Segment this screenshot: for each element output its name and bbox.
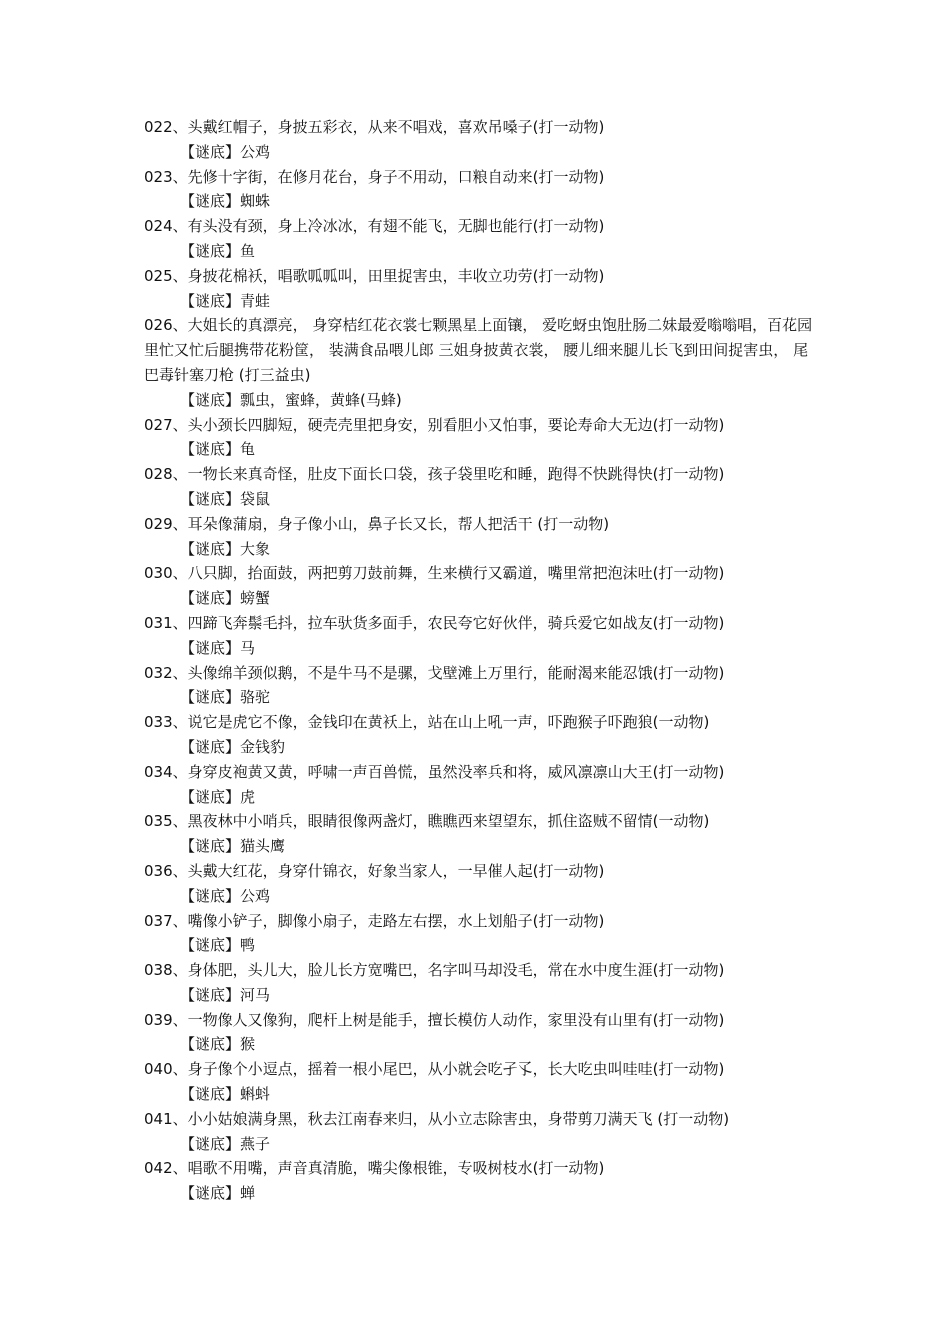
- riddle-item: [144, 1156, 814, 1206]
- riddle-answer: 【谜底】公鸡: [180, 886, 271, 905]
- riddle-answer: 【谜底】大象: [180, 539, 271, 558]
- riddle-answer: 【谜底】蝌蚪: [180, 1085, 271, 1104]
- riddle-answer: 【谜底】猫头鹰: [180, 837, 286, 856]
- riddle-item: [144, 313, 814, 412]
- riddle-item: [144, 214, 814, 264]
- riddle-question: 033、说它是虎它不像，金钱印在黄袄上，站在山上吼一声，吓跑猴子吓跑狼(一动物): [144, 713, 710, 732]
- riddle-item: [144, 661, 814, 711]
- riddle-item: [144, 909, 814, 959]
- riddle-answer: 【谜底】龟: [180, 440, 256, 459]
- riddle-answer: 【谜底】鱼: [180, 241, 256, 260]
- riddle-question: 032、头像绵羊颈似鹅，不是牛马不是骡，戈壁滩上万里行，能耐渴来能忍饿(打一动物): [144, 663, 725, 682]
- riddle-question: 042、唱歌不用嘴，声音真清脆，嘴尖像根锥，专吸树枝水(打一动物): [144, 1159, 605, 1178]
- riddle-item: [144, 1107, 814, 1157]
- riddle-question: 040、身子像个小逗点，摇着一根小尾巴，从小就会吃孑孓，长大吃虫叫哇哇(打一动物): [144, 1060, 725, 1079]
- riddle-question: 030、八只脚，抬面鼓，两把剪刀鼓前舞，生来横行又霸道，嘴里常把泡沫吐(打一动物): [144, 564, 725, 583]
- riddle-question: 025、身披花棉袄，唱歌呱呱叫，田里捉害虫，丰收立功劳(打一动物): [144, 266, 605, 285]
- riddle-item: [144, 958, 814, 1008]
- riddle-answer: 【谜底】河马: [180, 985, 271, 1004]
- riddle-item: [144, 413, 814, 463]
- riddle-question: 028、一物长来真奇怪，肚皮下面长口袋，孩子袋里吃和睡，跑得不快跳得快(打一动物): [144, 465, 725, 484]
- riddle-question: 037、嘴像小铲子，脚像小扇子，走路左右摆，水上划船子(打一动物): [144, 911, 605, 930]
- riddle-question: 031、四蹄飞奔鬃毛抖，拉车驮货多面手，农民夸它好伙伴，骑兵爱它如战友(打一动物): [144, 613, 725, 632]
- riddle-answer: 【谜底】骆驼: [180, 688, 271, 707]
- riddle-question: 027、头小颈长四脚短，硬壳壳里把身安，别看胆小又怕事，要论寿命大无边(打一动物): [144, 415, 725, 434]
- riddle-question: 036、头戴大红花，身穿什锦衣，好象当家人，一早催人起(打一动物): [144, 861, 605, 880]
- riddle-answer: 【谜底】蜘蛛: [180, 192, 271, 211]
- riddle-list: [144, 115, 814, 1206]
- riddle-answer: 【谜底】猴: [180, 1035, 256, 1054]
- riddle-answer: 【谜底】袋鼠: [180, 489, 271, 508]
- riddle-question: 029、耳朵像蒲扇，身子像小山，鼻子长又长，帮人把活干 (打一动物): [144, 514, 610, 533]
- riddle-question: 034、身穿皮袍黄又黄，呼啸一声百兽慌，虽然没率兵和将，威风凛凛山大王(打一动物): [144, 762, 725, 781]
- riddle-question: 041、小小姑娘满身黑，秋去江南春来归，从小立志除害虫，身带剪刀满天飞 (打一动物): [144, 1109, 730, 1128]
- riddle-item: [144, 561, 814, 611]
- riddle-answer: 【谜底】马: [180, 638, 256, 657]
- riddle-item: [144, 462, 814, 512]
- riddle-question: 024、有头没有颈，身上冷冰冰，有翅不能飞，无脚也能行(打一动物): [144, 217, 605, 236]
- riddle-question: 035、黑夜林中小哨兵，眼睛很像两盏灯，瞧瞧西来望望东，抓住盗贼不留情(一动物): [144, 812, 710, 831]
- riddle-question: 023、先修十字街，在修月花台，身子不用动，口粮自动来(打一动物): [144, 167, 605, 186]
- riddle-item: [144, 611, 814, 661]
- riddle-answer: 【谜底】金钱豹: [180, 737, 286, 756]
- riddle-item: [144, 760, 814, 810]
- riddle-question: 022、头戴红帽子，身披五彩衣，从来不唱戏，喜欢吊嗓子(打一动物): [144, 118, 605, 136]
- riddle-question: 039、一物像人又像狗，爬杆上树是能手，擅长模仿人动作，家里没有山里有(打一动物): [144, 1010, 725, 1029]
- riddle-item: [144, 512, 814, 562]
- riddle-item: [144, 115, 814, 165]
- riddle-answer: 【谜底】燕子: [180, 1134, 271, 1153]
- riddle-answer: 【谜底】虎: [180, 787, 256, 806]
- riddle-question: 026、大姐长的真漂亮， 身穿桔红花衣裳七颗黑星上面镶， 爱吃蚜虫饱肚肠二妹最爱嗡嗡唱，百花园里忙又忙后腿携带花粉筐， 装满食品喂儿郎 三姐身披黄衣裳， 腰儿细来腿儿长飞到田间捉害虫， 尾巴毒针塞刀枪 (打三益虫): [144, 316, 813, 384]
- riddle-item: [144, 809, 814, 859]
- riddle-answer: 【谜底】公鸡: [180, 142, 271, 161]
- riddle-item: [144, 859, 814, 909]
- riddle-question: 038、身体肥，头儿大，脸儿长方宽嘴巴，名字叫马却没毛，常在水中度生涯(打一动物): [144, 961, 725, 980]
- riddle-item: [144, 710, 814, 760]
- riddle-answer: 【谜底】螃蟹: [180, 589, 271, 608]
- riddle-answer: 【谜底】青蛙: [180, 291, 271, 310]
- riddle-answer: 【谜底】瓢虫，蜜蜂，黄蜂(马蜂): [180, 390, 402, 409]
- riddle-item: [144, 165, 814, 215]
- riddle-answer: 【谜底】蝉: [180, 1184, 256, 1203]
- riddle-item: [144, 1008, 814, 1058]
- riddle-item: [144, 264, 814, 314]
- riddle-item: [144, 1057, 814, 1107]
- riddle-answer: 【谜底】鸭: [180, 936, 256, 955]
